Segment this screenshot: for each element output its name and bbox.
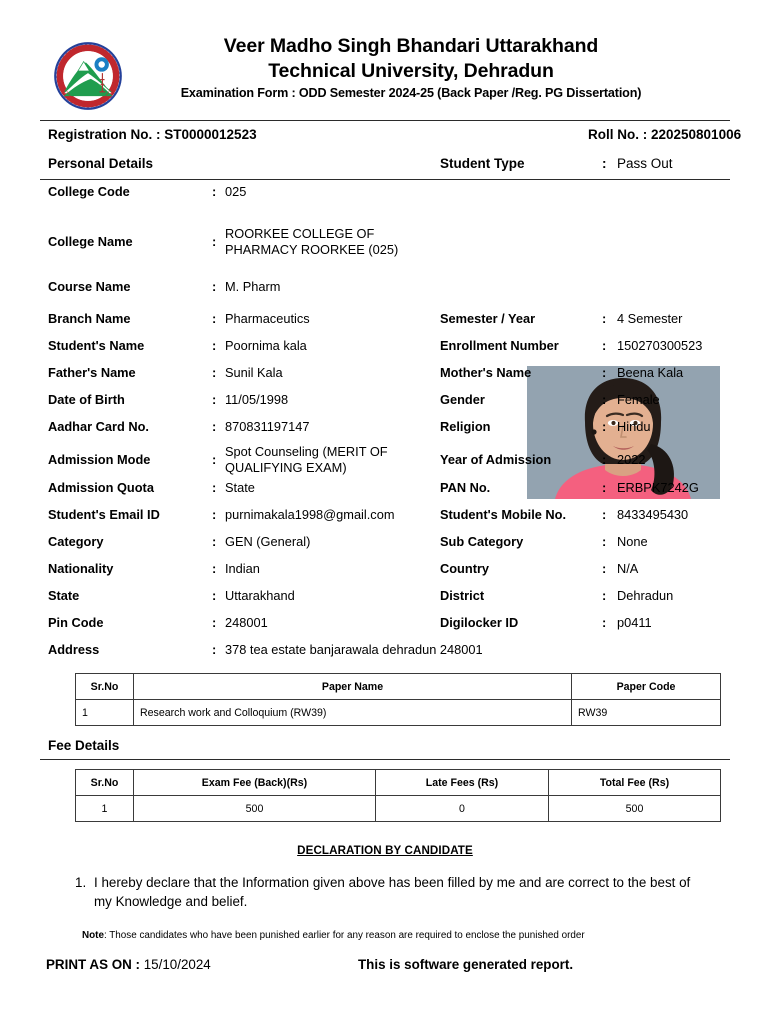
field-label: Student's Email ID [48,507,160,522]
field-colon: : [212,338,217,353]
field-value: ERBPK7242G [617,480,699,495]
field-label: Sub Category [440,534,524,549]
declaration-item-text: I hereby declare that the Information given above has been filled by me and are correct to the best of my Knowledge and belief. [94,875,691,909]
roll-number: Roll No. : 220250801006 [588,127,742,142]
cell-srno: 1 [76,796,134,822]
field-row [40,184,730,218]
field-colon: : [602,534,607,549]
cell-paper-name: Research work and Colloquium (RW39) [134,700,572,726]
field-label: Admission Mode [48,452,151,467]
column-header-paper-name: Paper Name [134,674,572,700]
software-generated-note: This is software generated report. [358,957,574,972]
table-row [76,700,721,726]
field-label: PAN No. [440,480,491,495]
field-label: Date of Birth [48,392,125,407]
field-row [40,582,730,609]
field-row [40,636,730,663]
table-row [76,796,721,822]
field-row [40,305,730,332]
field-colon: : [212,311,217,326]
exam-form-subtitle: Examination Form : ODD Semester 2024-25 (Back Paper /Reg. PG Dissertation) [180,86,642,100]
university-name-line1: Veer Madho Singh Bhandari Uttarakhand [223,35,599,57]
note-text: : Those candidates who have been punished earlier for any reason are required to enclose the punished order [103,930,585,941]
field-colon: : [212,480,217,495]
table-header-row [76,770,721,796]
field-row [40,413,730,440]
field-colon: : [602,452,607,467]
column-header-srno: Sr.No [76,674,134,700]
field-colon: : [602,311,607,326]
detail-fields [40,180,730,663]
field-label: Category [48,534,104,549]
field-value: M. Pharm [225,279,281,294]
field-colon: : [602,561,607,576]
field-colon: : [212,561,217,576]
field-row [40,271,730,305]
form-header [40,0,730,120]
student-type-colon: : [602,156,607,171]
field-value: 2022 [617,452,646,467]
field-label: Pin Code [48,615,104,630]
field-value: Uttarakhand [225,588,295,603]
field-row [40,609,730,636]
field-colon: : [602,588,607,603]
fee-table-wrap [40,760,730,822]
field-colon: : [212,279,217,294]
field-value: N/A [617,561,639,576]
field-colon: : [212,365,217,380]
field-row [40,528,730,555]
field-label: College Code [48,184,130,199]
field-colon: : [602,419,607,434]
cell-srno: 1 [76,700,134,726]
print-as-on-date: 15/10/2024 [143,957,211,972]
field-colon: : [212,534,217,549]
field-value: 248001 [225,615,268,630]
field-value: 378 tea estate banjarawala dehradun 248001 [225,642,483,657]
table-header-row [76,674,721,700]
column-header-exam-fee: Exam Fee (Back)(Rs) [134,770,376,796]
field-value: Sunil Kala [225,365,283,380]
declaration-title: DECLARATION BY CANDIDATE [297,844,473,857]
field-value: State [225,480,255,495]
note-label: Note [82,930,104,941]
column-header-late-fees: Late Fees (Rs) [376,770,549,796]
field-value: purnimakala1998@gmail.com [225,507,395,522]
university-name [40,34,730,84]
university-emblem-icon [52,40,124,112]
field-colon: : [602,338,607,353]
field-colon: : [212,184,217,199]
field-label: College Name [48,234,133,249]
field-row [40,359,730,386]
field-label: Student's Name [48,338,145,353]
field-colon: : [212,234,217,249]
field-value: 150270300523 [617,338,703,353]
field-value: Indian [225,561,260,576]
field-row [40,501,730,528]
field-value: 025 [225,184,247,199]
field-label: Course Name [48,279,131,294]
field-row [40,218,730,271]
print-as-on-label: PRINT AS ON : [46,957,140,972]
field-colon: : [212,642,217,657]
field-value: Female [617,392,660,407]
form-content [40,0,742,991]
column-header-total-fee: Total Fee (Rs) [549,770,721,796]
field-colon: : [602,507,607,522]
field-label: Nationality [48,561,114,576]
field-colon: : [602,365,607,380]
field-label: Father's Name [48,365,136,380]
paper-table-wrap [40,663,730,726]
declaration-item-number: 1. [75,875,87,890]
column-header-srno: Sr.No [76,770,134,796]
field-colon: : [212,392,217,407]
field-row [40,440,730,474]
field-colon: : [602,480,607,495]
field-value: Dehradun [617,588,674,603]
field-colon: : [212,507,217,522]
field-label: Country [440,561,490,576]
paper-table [75,673,721,726]
field-value: None [617,534,648,549]
field-label: Gender [440,392,485,407]
field-label: Mother's Name [440,365,532,380]
university-name-line2: Technical University, Dehradun [268,60,554,82]
field-colon: : [212,419,217,434]
form-footer [40,943,730,991]
field-value: GEN (General) [225,534,311,549]
field-value: Pharmaceutics [225,311,310,326]
field-value: ROORKEE COLLEGE OF PHARMACY ROORKEE (025) [225,226,399,257]
declaration-body [40,857,730,911]
fee-table [75,769,721,822]
field-label: Student's Mobile No. [440,507,567,522]
field-label: Digilocker ID [440,615,519,630]
field-colon: : [212,588,217,603]
personal-details-title: Personal Details [48,156,154,171]
registration-row [40,121,742,150]
fee-details-heading: Fee Details [48,738,120,753]
print-date-block [46,957,211,972]
cell-late-fees: 0 [376,796,549,822]
field-colon: : [212,452,217,467]
field-label: Religion [440,419,491,434]
field-colon: : [602,615,607,630]
cell-paper-code: RW39 [572,700,721,726]
student-type-value: Pass Out [617,156,673,171]
field-row [40,386,730,413]
field-row [40,474,730,501]
field-value: Hindu [617,419,651,434]
field-label: Semester / Year [440,311,536,326]
field-label: Enrollment Number [440,338,559,353]
personal-details-row [40,150,730,179]
cell-exam-fee: 500 [134,796,376,822]
field-label: State [48,588,80,603]
registration-number: Registration No. : ST0000012523 [48,127,257,142]
field-value: 4 Semester [617,311,683,326]
field-row [40,332,730,359]
field-value: p0411 [617,615,652,630]
field-value: Poornima kala [225,338,307,353]
field-colon: : [212,615,217,630]
field-label: Address [48,642,100,657]
field-label: Branch Name [48,311,131,326]
declaration-note [40,911,730,943]
field-row [40,555,730,582]
field-value: 8433495430 [617,507,689,522]
student-type-label: Student Type [440,156,525,171]
field-colon: : [602,392,607,407]
field-label: Aadhar Card No. [48,419,149,434]
field-value: Spot Counseling (MERIT OF QUALIFYING EXAM) [225,444,388,475]
column-header-paper-code: Paper Code [572,674,721,700]
field-value: 11/05/1998 [225,392,289,407]
field-value: Beena Kala [617,365,684,380]
cell-total-fee: 500 [549,796,721,822]
field-label: Year of Admission [440,452,552,467]
field-label: Admission Quota [48,480,154,495]
field-value: 870831197147 [225,419,310,434]
field-label: District [440,588,485,603]
